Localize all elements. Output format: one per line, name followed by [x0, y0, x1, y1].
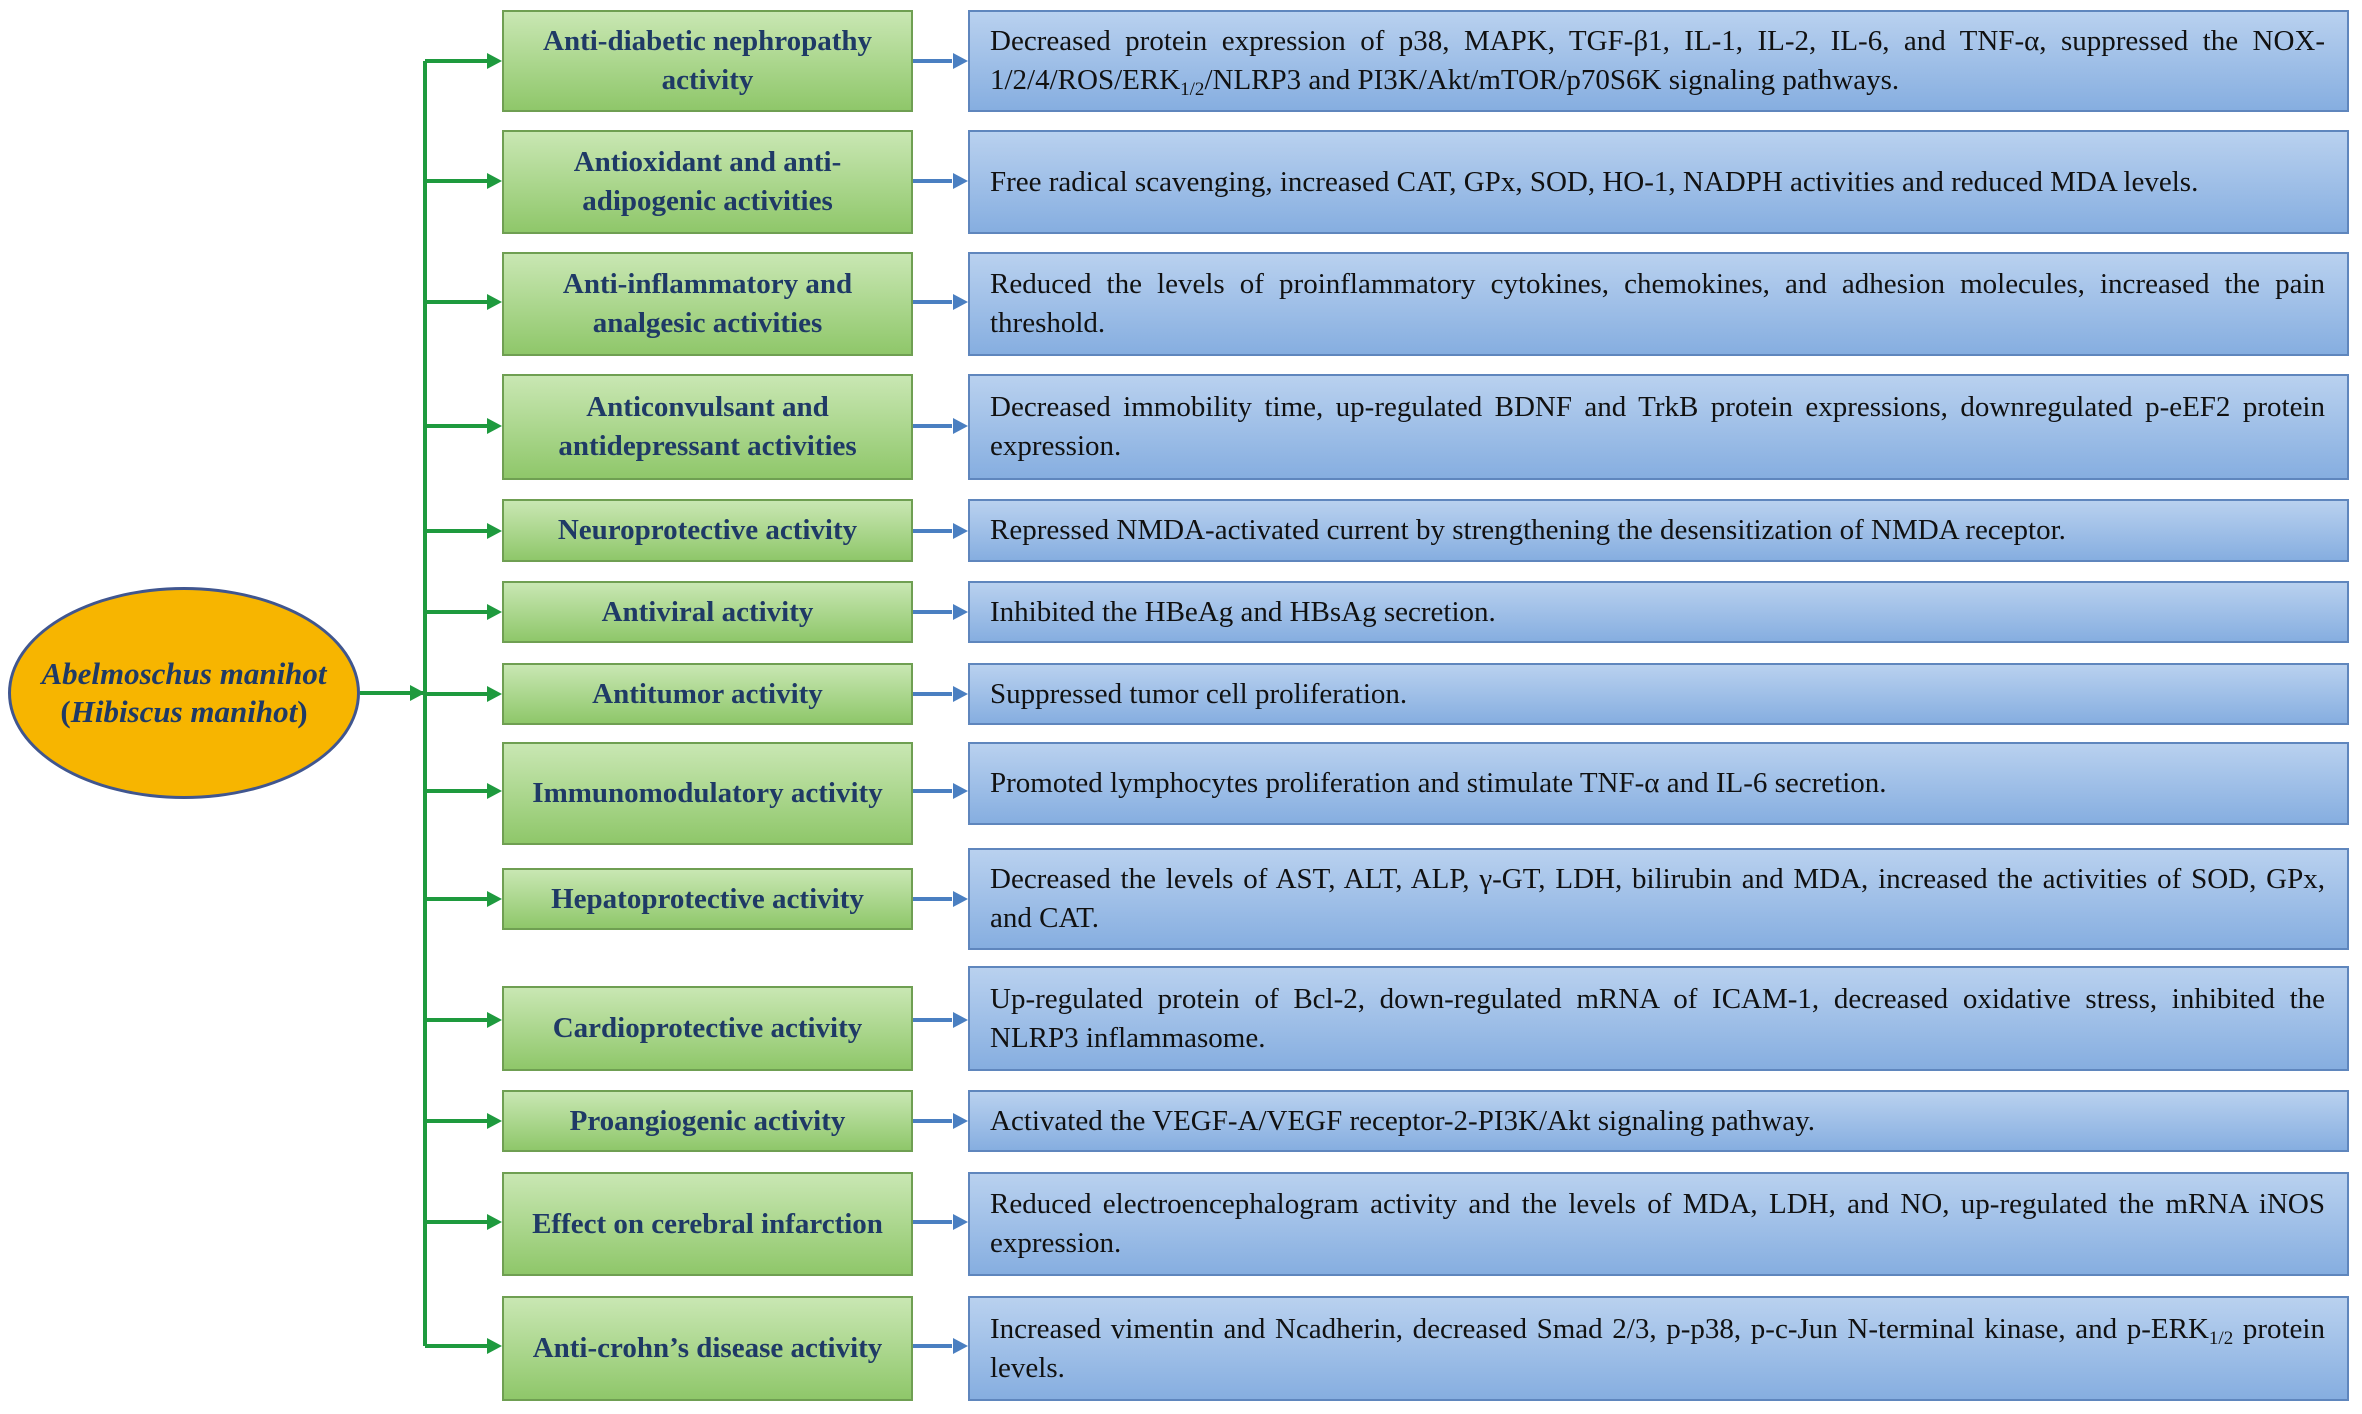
mechanism-arrow-head — [953, 1214, 968, 1230]
mechanism-text-part: Decreased the levels of AST, ALT, ALP, γ-GT, LDH, bilirubin and MDA, increased the activities of SOD, GPx, and CAT. — [990, 863, 2325, 934]
branch-arrow-head — [487, 1338, 502, 1354]
activity-box: Anticonvulsant and antidepressant activities — [502, 374, 913, 480]
mechanism-box — [968, 848, 2349, 950]
activity-box: Effect on cerebral infarction — [502, 1172, 913, 1276]
mechanism-text-part: Suppressed tumor cell proliferation. — [990, 677, 1408, 710]
branch-arrow-head — [487, 173, 502, 189]
branch-arrow-head — [487, 523, 502, 539]
mechanism-text-part: Repressed NMDA-activated current by strengthening the desensitization of NMDA receptor. — [990, 514, 2066, 546]
mechanism-box — [968, 374, 2349, 480]
mechanism-arrow-head — [953, 1012, 968, 1028]
branch-arrow-head — [487, 1214, 502, 1230]
mechanism-text — [990, 1185, 2325, 1263]
mechanism-text — [990, 860, 2325, 938]
root-synonym: Hibiscus manihot — [70, 694, 298, 729]
mechanism-text — [990, 388, 2325, 466]
branch-arrow-head — [487, 604, 502, 620]
activity-box: Anti-diabetic nephropathy activity — [502, 10, 913, 112]
mechanism-text-part: Up-regulated protein of Bcl-2, down-regulated mRNA of ICAM-1, decreased oxidative stress, inhibited the NLRP3 inflammasome. — [990, 982, 2325, 1054]
branch-arrow-head — [487, 1012, 502, 1028]
mechanism-text-part: Reduced the levels of proinflammatory cytokines, chemokines, and adhesion molecules, increased the pain threshold. — [990, 268, 2325, 339]
mechanism-box — [968, 130, 2349, 234]
root-name: Abelmoschus manihot — [41, 656, 327, 691]
root-node — [8, 587, 360, 799]
branch-arrow-head — [487, 418, 502, 434]
mechanism-arrow-head — [953, 1338, 968, 1354]
mechanism-arrow-head — [953, 604, 968, 620]
activity-box: Neuroprotective activity — [502, 499, 913, 562]
activity-box: Antiviral activity — [502, 581, 913, 643]
mechanism-arrow-head — [953, 1113, 968, 1129]
mechanism-text-part: protein levels. — [990, 1312, 2325, 1384]
mechanism-text-part: Free radical scavenging, increased CAT, GPx, SOD, HO-1, NADPH activities and reduced MDA levels. — [990, 165, 2199, 198]
mechanism-arrow-head — [953, 418, 968, 434]
mechanism-text-part: /NLRP3 and PI3K/Akt/mTOR/p70S6K signaling pathways. — [1204, 64, 1900, 96]
activity-box: Immunomodulatory activity — [502, 742, 913, 845]
mechanism-text-part: Reduced electroencephalogram activity and the levels of MDA, LDH, and NO, up-regulated the mRNA iNOS expression. — [990, 1188, 2325, 1259]
mechanism-text — [990, 980, 2325, 1058]
activity-box: Proangiogenic activity — [502, 1090, 913, 1152]
root-synonym-line — [60, 693, 307, 731]
mechanism-box — [968, 1172, 2349, 1276]
mechanism-box — [968, 1296, 2349, 1401]
branch-arrow-head — [487, 294, 502, 310]
mechanism-arrow-head — [953, 173, 968, 189]
mechanism-text — [990, 163, 2325, 202]
activity-box: Antioxidant and anti-adipogenic activities — [502, 130, 913, 234]
mechanism-arrow-head — [953, 523, 968, 539]
subscript: 1/2 — [1180, 79, 1205, 100]
open-paren: ( — [60, 694, 71, 729]
close-paren: ) — [297, 694, 308, 729]
mechanism-text — [990, 764, 2325, 803]
root-arrow-head — [410, 685, 425, 701]
subscript: 1/2 — [2208, 1327, 2234, 1349]
mechanism-arrow-head — [953, 53, 968, 69]
mechanism-text — [990, 22, 2325, 100]
mechanism-text-part: Increased vimentin and Ncadherin, decreased Smad 2/3, p-p38, p-c-Jun N-terminal kinase, and p-ERK — [990, 1312, 2209, 1345]
mechanism-box — [968, 581, 2349, 643]
mechanism-text — [990, 265, 2325, 343]
activity-box: Anti-inflammatory and analgesic activities — [502, 252, 913, 356]
mechanism-box — [968, 1090, 2349, 1152]
mechanism-arrow-head — [953, 783, 968, 799]
mechanism-box — [968, 10, 2349, 112]
mechanism-text-part: Inhibited the HBeAg and HBsAg secretion. — [990, 595, 1496, 628]
mechanism-text-part: Decreased protein expression of p38, MAPK, TGF-β1, IL-1, IL-2, IL-6, and TNF-α, suppressed the NOX-1/2/4/ROS/ERK — [990, 25, 2325, 96]
activity-box: Antitumor activity — [502, 663, 913, 725]
branch-arrow-head — [487, 686, 502, 702]
mechanism-text — [990, 675, 2325, 714]
mechanism-text — [990, 593, 2325, 632]
mechanism-arrow-head — [953, 294, 968, 310]
mechanism-box — [968, 499, 2349, 562]
mechanism-text-part: Activated the VEGF-A/VEGF receptor-2-PI3K/Akt signaling pathway. — [990, 1104, 1815, 1137]
activity-box: Cardioprotective activity — [502, 986, 913, 1071]
mechanism-box — [968, 966, 2349, 1071]
mechanism-arrow-head — [953, 891, 968, 907]
mechanism-text-part: Decreased immobility time, up-regulated BDNF and TrkB protein expressions, downregulated p-eEF2 protein expression. — [990, 391, 2325, 462]
activity-box: Anti-crohn’s disease activity — [502, 1296, 913, 1401]
mechanism-text — [990, 511, 2325, 550]
mechanism-text — [990, 1310, 2325, 1388]
branch-arrow-head — [487, 891, 502, 907]
branch-arrow-head — [487, 1113, 502, 1129]
branch-arrow-head — [487, 53, 502, 69]
mechanism-box — [968, 252, 2349, 356]
mechanism-text — [990, 1102, 2325, 1141]
mechanism-text-part: Promoted lymphocytes proliferation and stimulate TNF-α and IL-6 secretion. — [990, 767, 1887, 799]
mechanism-box — [968, 663, 2349, 725]
branch-arrow-head — [487, 783, 502, 799]
activity-box: Hepatoprotective activity — [502, 868, 913, 930]
mechanism-arrow-head — [953, 686, 968, 702]
mechanism-box — [968, 742, 2349, 825]
